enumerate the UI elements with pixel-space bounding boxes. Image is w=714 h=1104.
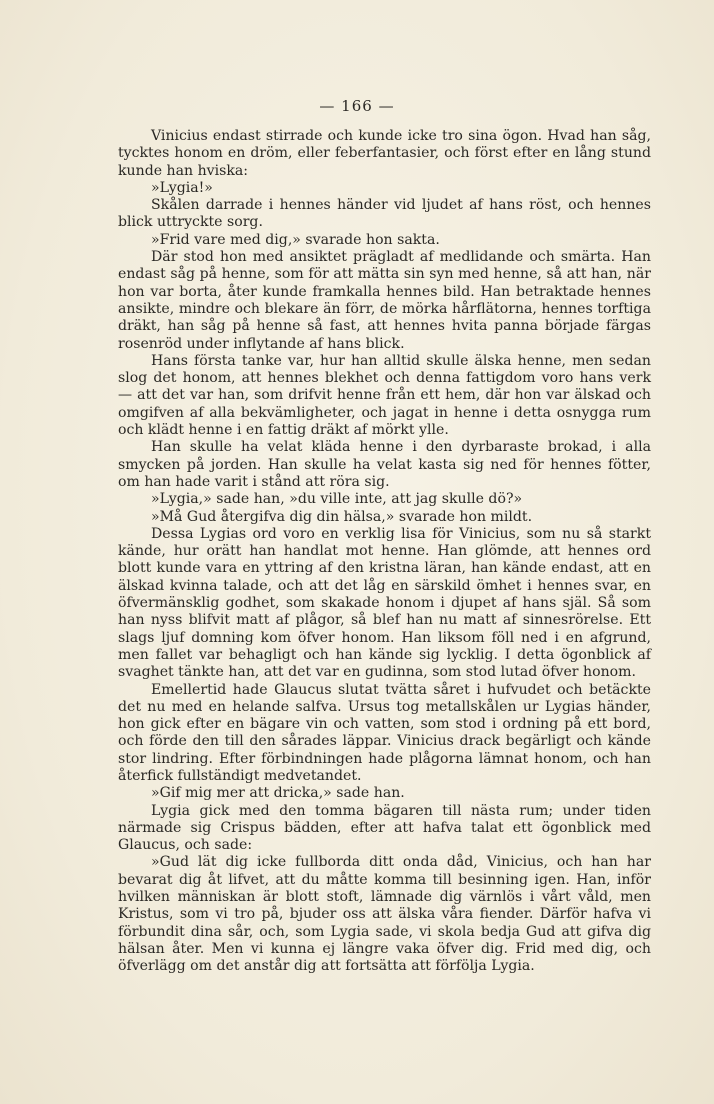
paragraph: Vinicius endast stirrade och kunde icke tro sina ögon. Hvad han såg, tycktes honom en dröm, eller feberfantasier, och först efter en lång stund kunde han hviska: xyxy=(118,128,651,179)
paragraph: »Lygia,» sade han, »du ville inte, att jag skulle dö?» xyxy=(151,491,523,508)
paragraph: Skålen darrade i hennes händer vid ljudet af hans röst, och hennes blick uttryckte sorg. xyxy=(118,197,651,231)
paragraph: »Gif mig mer att dricka,» sade han. xyxy=(151,785,405,802)
paragraph: Dessa Lygias ord voro en verklig lisa för Vinicius, som nu så starkt kände, hur orätt han handlat mot henne. Han glömde, att hennes ord blott kunde vara en yttring af den kristna läran, han kände endast, att en älskad kvinna talade, och att det låg en särskild ömhet i hennes svar, en öfvermänsklig godhet, som skakade honom i djupet af hans själ. Så som han nyss blifvit matt af plågor, så blef han nu matt af sinnesrörelse. Ett slags ljuf domning kom öfver honom. Han liksom föll ned i en afgrund, men fallet var behagligt och han kände sig lycklig. I detta ögonblick af svaghet tänkte han, att det var en gudinna, som stod lutad öfver honom. xyxy=(118,525,651,681)
body-text xyxy=(118,128,651,976)
paragraph: Där stod hon med ansiktet prägladt af medlidande och smärta. Han endast såg på henne, som för att mätta sin syn med henne, så att han, när hon var borta, åter kunde framkalla hennes bild. Han betraktade hennes ansikte, mindre och blekare än förr, de mörka hårflätorna, hennes torftiga dräkt, han såg på henne så fast, att hennes hvita panna började färgas rosenröd under inflytande af hans blick. xyxy=(118,249,651,352)
paragraph: »Gud lät dig icke fullborda ditt onda dåd, Vinicius, och han har bevarat dig åt lifvet, att du måtte komma till besinning igen. Han, inför hvilken människan är blott stoft, lämnade dig värnlös i vårt våld, men Kristus, som vi tro på, bjuder oss att älska våra fiender. Därför hafva vi förbundit dina sår, och, som Lygia sade, vi skola bedja Gud att gifva dig hälsan åter. Men vi kunna ej längre vaka öfver dig. Frid med dig, och öfverlägg om det anstår dig att fortsätta att förfölja Lygia. xyxy=(118,854,651,975)
page-number: — 166 — xyxy=(319,97,395,115)
paragraph: »Frid vare med dig,» svarade hon sakta. xyxy=(151,231,440,248)
paragraph: »Lygia!» xyxy=(151,179,213,196)
paragraph: Hans första tanke var, hur han alltid skulle älska henne, men sedan slog det honom, att hennes blekhet och denna fattigdom voro hans verk — att det var han, som drifvit henne från ett hem, där hon var älskad och omgifven af alla bekvämligheter, och jagat in henne i detta osnygga rum och klädt henne i en fattig dräkt af mörkt ylle. xyxy=(118,352,651,439)
paragraph: Emellertid hade Glaucus slutat tvätta såret i hufvudet och betäckte det nu med en helande salfva. Ursus tog metallskålen ur Lygias händer, hon gick efter en bägare vin och vatten, som stod i ordning på ett bord, och förde den till den sårades läppar. Vinicius drack begärligt och kände stor lindring. Efter förbindningen hade plågorna lämnat honom, och han återfick fullständigt medvetandet. xyxy=(118,681,651,784)
paragraph: Han skulle ha velat kläda henne i den dyrbaraste brokad, i alla smycken på jorden. Han skulle ha velat kasta sig ned för hennes fötter, om han hade varit i stånd att röra sig. xyxy=(118,439,651,490)
paragraph: Lygia gick med den tomma bägaren till nästa rum; under tiden närmade sig Crispus bädden, efter att hafva talat ett ögonblick med Glaucus, och sade: xyxy=(118,802,651,854)
paragraph: »Må Gud återgifva dig din hälsa,» svarade hon mildt. xyxy=(151,508,533,525)
